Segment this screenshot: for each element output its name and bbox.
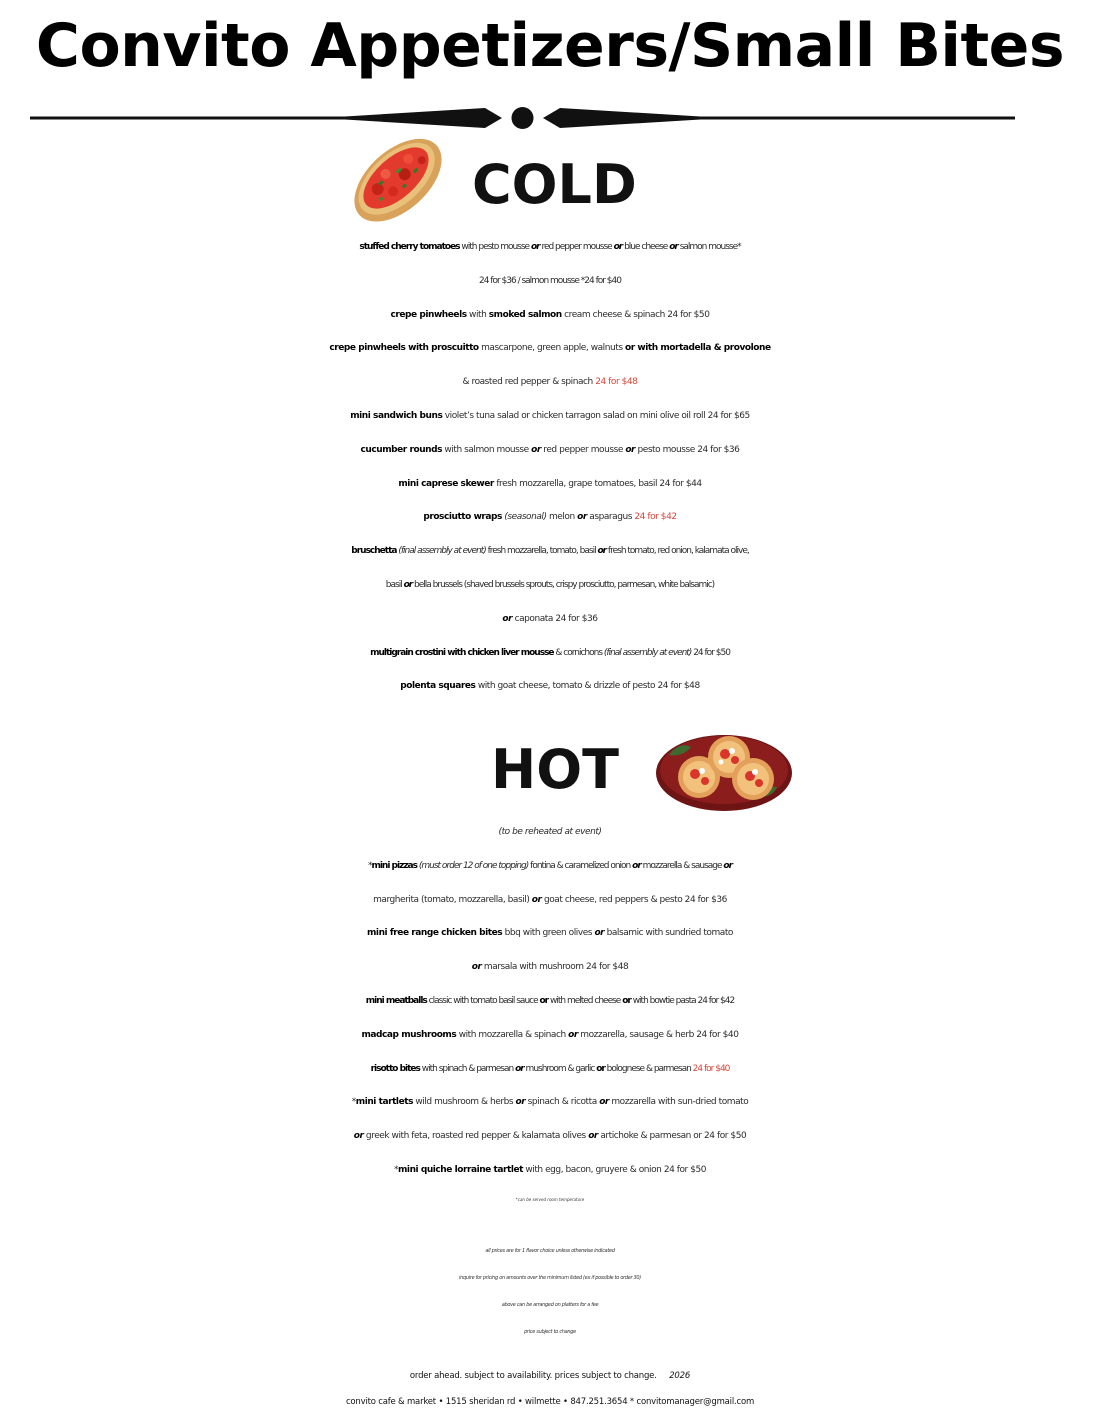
menu-item-crepe-pinwheels-proscuitto: crepe pinwheels with proscuitto mascarpone, green apple, walnuts or with mortadella & provolone bbox=[329, 343, 771, 354]
price-change-note: price subject to change bbox=[524, 1329, 576, 1335]
menu-item-continuation: & roasted red pepper & spinach 24 for $48 bbox=[462, 377, 638, 388]
room-temperature-note: *can be served room temperature bbox=[515, 1197, 585, 1202]
bruschetta-illustration bbox=[343, 126, 449, 230]
menu-item-madcap-mushrooms: madcap mushrooms with mozzarella & spinach or mozzarella, sausage & herb 24 for $40 bbox=[361, 1029, 739, 1040]
menu-item-mini-caprese-skewer: mini caprese skewer fresh mozzarella, grape tomatoes, basil 24 for $44 bbox=[398, 478, 702, 489]
menu-item-mini-quiche-lorraine: *mini quiche lorraine tartlet with egg, bacon, gruyere & onion 24 for $50 bbox=[393, 1164, 707, 1175]
hot-menu-list bbox=[0, 816, 1100, 1188]
menu-item-price-line: 24 for $36 / salmon mousse *24 for $40 bbox=[478, 275, 621, 286]
menu-item-polenta-squares: polenta squares with goat cheese, tomato & drizzle of pesto 24 for $48 bbox=[400, 681, 700, 692]
menu-item-mini-chicken-bites: mini free range chicken bites bbq with green olives or balsamic with sundried tomato bbox=[367, 928, 733, 939]
page-title: Convito Appetizers/Small Bites bbox=[35, 11, 1065, 81]
cold-heading: COLD bbox=[472, 153, 637, 216]
menu-item-mini-tartlets: *mini tartlets wild mushroom & herbs or spinach & ricotta or mozzarella with sun-dried tomato bbox=[351, 1097, 749, 1108]
footer-order-note: order ahead. subject to availability. prices subject to change. 2026 bbox=[409, 1371, 691, 1381]
hot-reheat-note: (to be reheated at event) bbox=[498, 827, 602, 837]
menu-item-stuffed-cherry-tomatoes: stuffed cherry tomatoes with pesto mousse or red pepper mousse or blue cheese or salmon mousse* bbox=[359, 242, 741, 252]
menu-item-mini-meatballs: mini meatballs classic with tomato basil sauce or with melted cheese or with bowtie pasta 24 for $42 bbox=[365, 995, 735, 1006]
menu-item-continuation: or marsala with mushroom 24 for $48 bbox=[471, 962, 629, 973]
menu-item-continuation: or caponata 24 for $36 bbox=[502, 613, 598, 624]
footer-contact: convito cafe & market • 1515 sheridan rd • wilmette • 847.251.3654 * convitomanager@gmail.com bbox=[345, 1397, 755, 1407]
cold-menu-list bbox=[0, 231, 1100, 704]
menu-item-multigrain-crostini: multigrain crostini with chicken liver mousse & cornichons (final assembly at event) 24 for $50 bbox=[370, 647, 730, 658]
menu-item-prosciutto-wraps: prosciutto wraps (seasonal) melon or asparagus 24 for $42 bbox=[423, 512, 677, 523]
menu-item-continuation: basil or bella brussels (shaved brussels sprouts, crispy prosciutto, parmesan, white balsamic) bbox=[385, 579, 715, 590]
menu-item-crepe-pinwheels-salmon: crepe pinwheels with smoked salmon cream cheese & spinach 24 for $50 bbox=[390, 309, 710, 320]
flavor-note: all prices are for 1 flavor choice unless otherwise indicated bbox=[485, 1248, 615, 1254]
menu-item-risotto-bites: risotto bites with spinach & parmesan or mushroom & garlic or bolognese & parmesan 24 for $40 bbox=[370, 1063, 730, 1074]
platters-note: above can be arranged on platters for a fee bbox=[501, 1302, 599, 1308]
decorative-divider bbox=[30, 100, 1015, 136]
inquire-note: inquire for pricing on amounts over the minimum listed (ex if possible to order 30) bbox=[459, 1275, 641, 1281]
footer-year: 2026 bbox=[669, 1371, 691, 1381]
mini-pizzas-illustration bbox=[655, 727, 793, 813]
menu-item-mini-sandwich-buns: mini sandwich buns violet’s tuna salad or chicken tarragon salad on mini olive oil roll 24 for $65 bbox=[350, 410, 750, 421]
menu-item-bruschetta: bruschetta (final assembly at event) fresh mozzarella, tomato, basil or fresh tomato, red onion, kalamata olive, bbox=[351, 546, 749, 557]
pricing-notes bbox=[0, 1238, 1100, 1346]
menu-item-continuation: margherita (tomato, mozzarella, basil) or goat cheese, red peppers & pesto 24 for $36 bbox=[373, 894, 727, 905]
menu-item-mini-pizzas: *mini pizzas (must order 12 of one topping) fontina & caramelized onion or mozzarella & sausage or bbox=[367, 860, 733, 871]
menu-item-cucumber-rounds: cucumber rounds with salmon mousse or red pepper mousse or pesto mousse 24 for $36 bbox=[360, 444, 740, 455]
hot-heading: HOT bbox=[491, 738, 619, 801]
menu-item-continuation: or greek with feta, roasted red pepper & kalamata olives or artichoke & parmesan or 24 for $50 bbox=[353, 1131, 747, 1142]
